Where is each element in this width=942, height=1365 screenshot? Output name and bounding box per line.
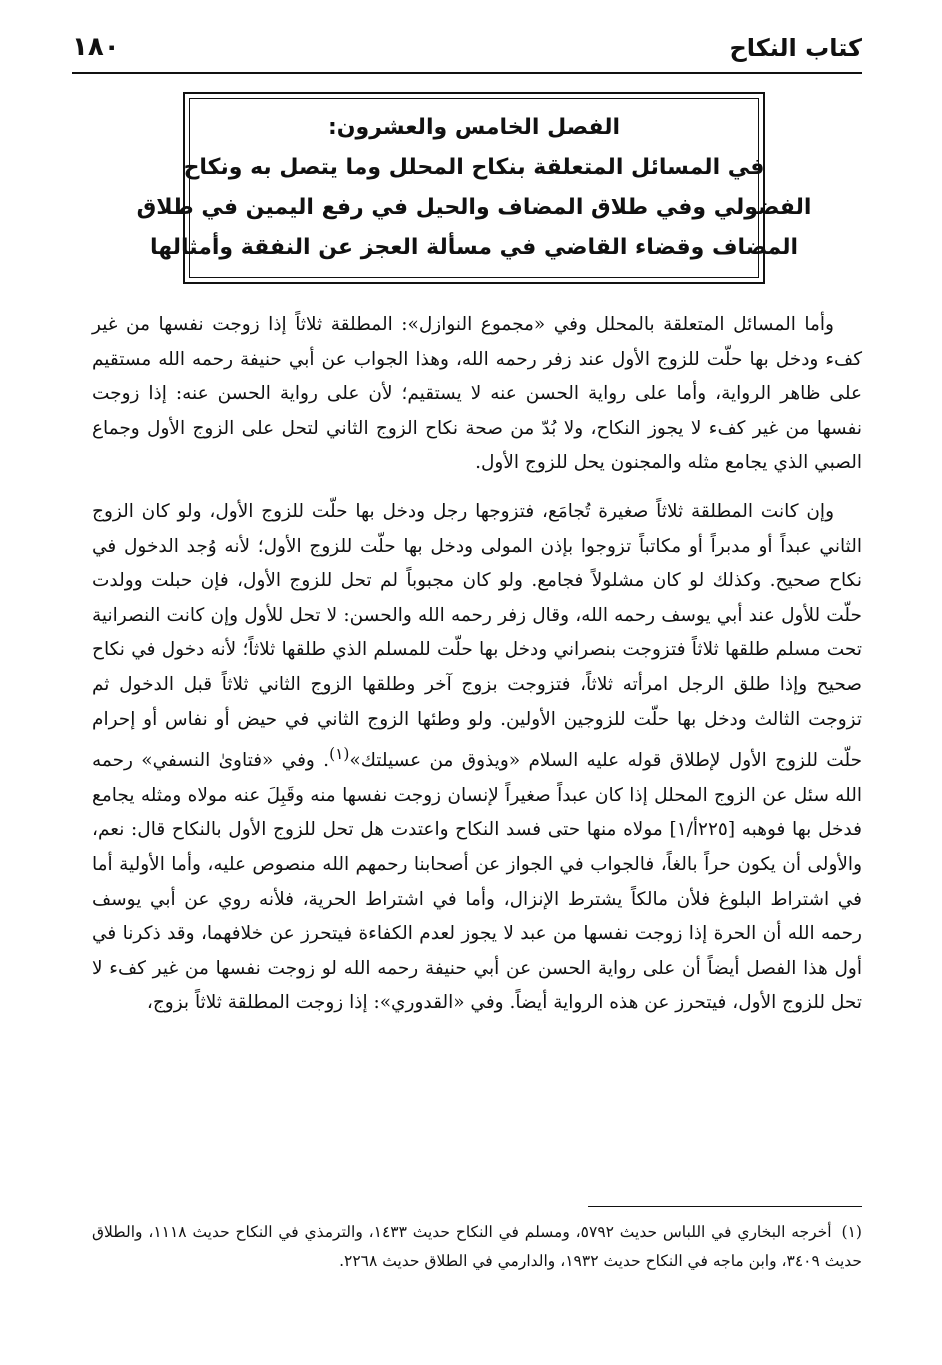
book-title: كتاب النكاح [729,34,862,62]
header-divider [72,72,862,74]
chapter-title-frame [136,92,812,284]
paragraph-text: وفي «فتاوىٰ النسفي» رحمه الله سئل عن الزوج المحلل إذا كان عبداً صغيراً لإنسان زوجت نفسها منه وقَبِلَ عنه مولاه ومثله يجامع فدخل بها فوهبه [٢٢٥أ/١] مولاه منها حتى فسد النكاح واعتدت هل تحل للزوج الأول بالنكاح قال: نعم، والأولى أن يكون حراً بالغاً، فالجواب في الجواز عن أصحابنا رحمهم الله منصوص عليه، وأما الأولية أما في اشتراط البلوغ فلأن مالكاً يشترط الإنزال، وأما في اشتراط الحرية، فلأنه روي عن أبي يوسف رحمه الله أن الحرة إذا زوجت نفسها من عبد لا يجوز لعدم الكفاءة فيتحرز عن خلافهما، وقد ذكرنا في أول هذا الفصل أيضاً أن على رواية الحسن عن أبي حنيفة رحمه الله لو زوجت نفسها من غير كفء لا تحل للزوج الأول، فيتحرز عن هذه الرواية أيضاً. وفي «القدوري»: إذا زوجت المطلقة ثلاثاً بزوج، [92,750,862,1014]
chapter-title-line: الفضولي وفي طلاق المضاف والحيل في رفع اليمين في طلاق [136,195,812,220]
footnote-text: أخرجه البخاري في اللباس حديث ٥٧٩٢، ومسلم في النكاح حديث ١٤٣٣، والترمذي في النكاح حديث ١١١٨، والطلاق حديث ٣٤٠٩، وابن ماجه في النكاح حديث ١٩٣٢، والدارمي في الطلاق حديث ٢٢٦٨. [92,1223,862,1270]
chapter-title [136,98,812,278]
footnote [92,1218,862,1276]
footnote-marker: (١) [841,1223,862,1241]
body-text [92,308,862,1021]
paragraph-text: وإن كانت المطلقة ثلاثاً صغيرة تُجامَع، فتزوجها رجل ودخل بها حلّت للزوج الأول، ولو كان الزوج الثاني عبداً أو مدبراً أو مكاتباً تزوجوا بإذن المولى ودخل بها حلّت للزوج الأول؛ لأنه وُجد الدخول في نكاح صحيح. وكذلك لو كان مشلولاً فجامع. ولو كان مجبوباً لم تحل للزوج الأول، فإن حبلت وولدت حلّت للأول عند أبي يوسف رحمه الله، وقال زفر رحمه الله والحسن: لا تحل للأول وإن كانت النصرانية تحت مسلم طلقها ثلاثاً فتزوجت بنصراني ودخل بها حلّت للمسلم الذي طلقها ثلاثاً؛ لأنه دخول في نكاح صحيح وإذا طلق الرجل امرأته ثلاثاً، فتزوجت بزوج آخر وطلقها الزوج الثاني ثلاثاً قبل الدخول ثم تزوجت الثالث ودخل بها حلّت للزوجين الأولين. ولو وطئها الزوج الثاني في حيض أو نفاس أو إحرام حلّت للزوج الأول لإطلاق قوله عليه السلام «ويذوق من عسيلتك» [92,500,863,772]
running-header [72,30,862,66]
footnote-reference: (١) [329,745,350,764]
chapter-title-line: في المسائل المتعلقة بنكاح المحلل وما يتصل به ونكاح [183,155,765,180]
paragraph: وإن كانت المطلقة ثلاثاً صغيرة تُجامَع، فتزوجها رجل ودخل بها حلّت للزوج الأول، ولو كان الزوج الثاني عبداً أو مدبراً أو مكاتباً تزوجوا بإذن المولى ودخل بها حلّت للزوج الأول؛ لأنه وُجد الدخول في نكاح صحيح. وكذلك لو كان مشلولاً فجامع. ولو كان مجبوباً لم تحل للزوج الأول، فإن حبلت وولدت حلّت للأول عند أبي يوسف رحمه الله، وقال زفر رحمه الله والحسن: لا تحل للأول وإن كانت النصرانية تحت مسلم طلقها ثلاثاً فتزوجت بنصراني ودخل بها حلّت للمسلم الذي طلقها ثلاثاً؛ لأنه دخول في نكاح صحيح وإذا طلق الرجل امرأته ثلاثاً، فتزوجت بزوج آخر وطلقها الزوج الثاني ثلاثاً قبل الدخول ثم تزوجت الثالث ودخل بها حلّت للزوجين الأولين. ولو وطئها الزوج الثاني في حيض أو نفاس أو إحرام حلّت للزوج الأول لإطلاق قوله عليه السلام «ويذوق من عسيلتك»$^{(١)}$. وفي «فتاوىٰ النسفي» رحمه الله سئل عن الزوج المحلل إذا كان عبداً صغيراً لإنسان زوجت نفسها منه وقَبِلَ عنه مولاه ومثله يجامع فدخل بها فوهبه [٢٢٥أ/١] مولاه منها حتى فسد النكاح واعتدت هل تحل للزوج الأول بالنكاح قال: نعم، والأولى أن يكون حراً بالغاً، فالجواب في الجواز عن أصحابنا رحمهم الله منصوص عليه، وأما الأولية أما في اشتراط البلوغ فلأن مالكاً يشترط الإنزال، وأما في اشتراط الحرية، فلأنه روي عن أبي يوسف رحمه الله أن الحرة إذا زوجت نفسها من عبد لا يجوز لعدم الكفاءة فيتحرز عن خلافهما، وقد ذكرنا في أول هذا الفصل أيضاً أن على رواية الحسن عن أبي حنيفة رحمه الله لو زوجت نفسها من غير كفء لا تحل للزوج الأول، فيتحرز عن هذه الرواية أيضاً. وفي «القدوري»: إذا زوجت المطلقة ثلاثاً بزوج، [92,500,863,1014]
page-number: ١٨٠ [72,32,120,62]
chapter-title-line: الفصل الخامس والعشرون: [327,115,621,140]
footnote-divider [588,1206,862,1207]
paragraph: وأما المسائل المتعلقة بالمحلل وفي «مجموع النوازل»: المطلقة ثلاثاً إذا زوجت نفسها من غير كفء ودخل بها حلّت للزوج الأول عند زفر رحمه الله، وهذا الجواب عن أبي حنيفة رحمه الله مستقيم على ظاهر الرواية، وأما على رواية الحسن عنه لا يستقيم؛ لأن على رواية الحسن عنه: إذا زوجت نفسها من غير كفء لا يجوز النكاح، ولا بُدّ من صحة نكاح الزوج الثاني لتحل على الزوج الأول وجماع الصبي الذي يجامع مثله والمجنون يحل للزوج الأول. [92,314,862,474]
chapter-title-line: المضاف وقضاء القاضي في مسألة العجز عن النفقة وأمثالها [149,235,799,260]
